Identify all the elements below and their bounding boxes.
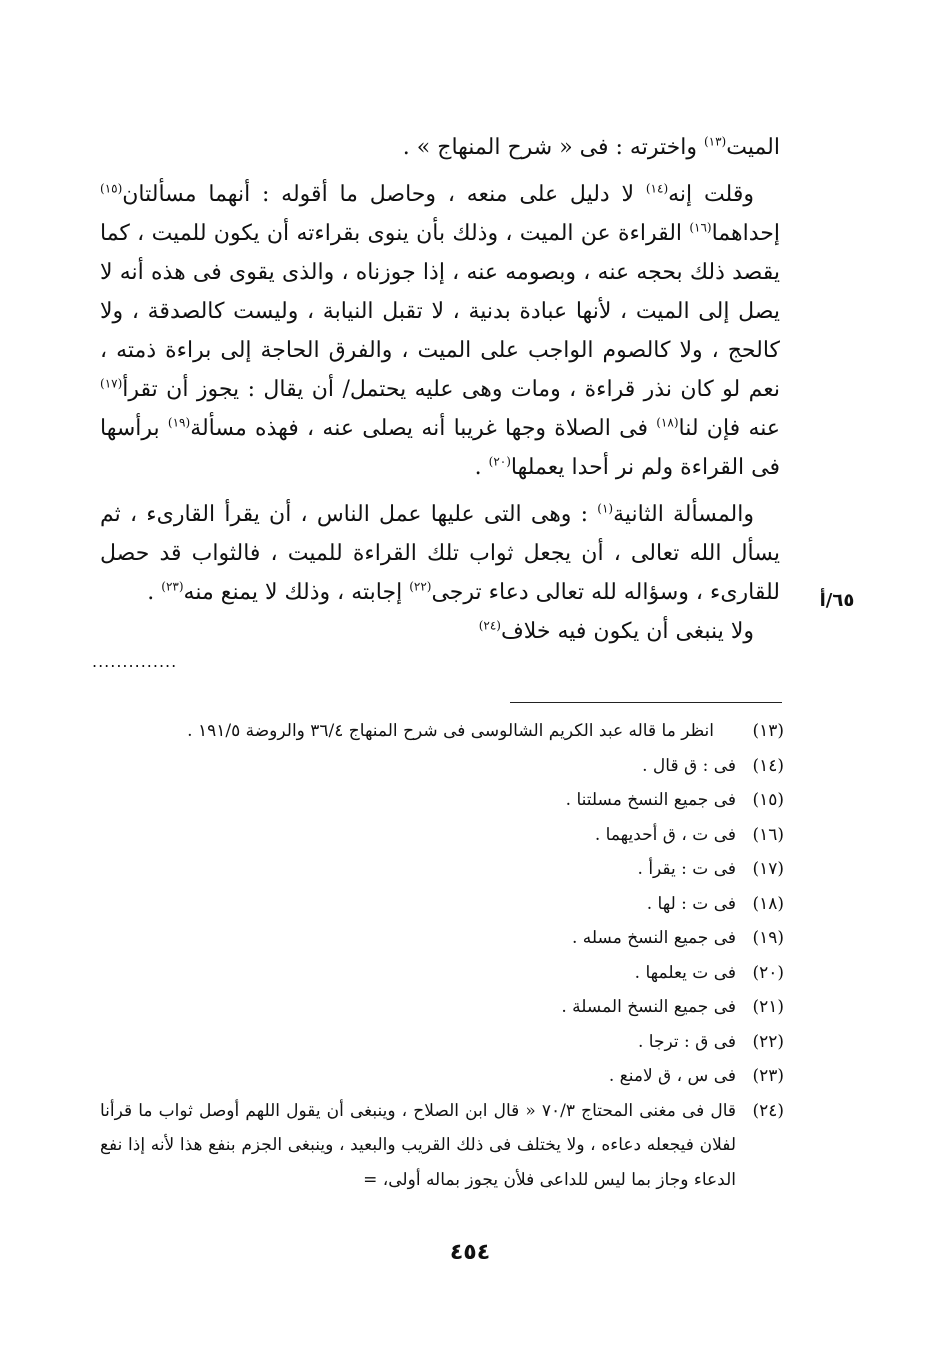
footnote-ref: (٢٢) xyxy=(409,579,432,594)
footnote-text: انظر ما قاله عبد الكريم الشالوسى فى شرح المنهاج ٣٦/٤ والروضة ١٩١/٥ . xyxy=(187,721,714,741)
footnote-text: قال فى مغنى المحتاج ٧٠/٣ « قال ابن الصلاح ، وينبغى أن يقول اللهم أوصل ثواب ما قرأنا لفلان فيجعله دعاءه ، ولا يختلف فى ذلك القريب والبعيد ، وينبغى الجزم بنفع هذا لأنه إذا نفع الدعاء وجاز بما ليس للداعى فلأن يجوز بماله أولى، = xyxy=(100,1100,736,1190)
footnote-ref: (٢٣) xyxy=(161,579,184,594)
footnote-item xyxy=(100,956,784,991)
footnotes-section xyxy=(100,714,784,1197)
dotted-line: .............. xyxy=(92,652,178,671)
footnote-text: فى ق : ترجا . xyxy=(637,1031,736,1052)
footnote-ref: (١٩) xyxy=(167,415,191,430)
footnote-text: فى جميع النسخ المسلة . xyxy=(561,997,736,1017)
paragraph-1 xyxy=(100,128,780,167)
text-run: والمسألة الثانية xyxy=(613,502,755,527)
footnote-number: (١٣) xyxy=(752,721,784,741)
footnote-item xyxy=(100,887,784,922)
text-run: : وهى التى عليها عمل الناس ، أن يقرأ القارىء ، ثم يسأل الله تعالى ، أن يجعل ثواب تلك القراءة للميت ، فالثواب قد حصل للقارىء ، وسؤاله لله تعالى دعاء ترجى xyxy=(100,502,780,605)
footnote-number: (٢٤) xyxy=(752,1100,784,1121)
footnote-number: (١٧) xyxy=(752,859,784,879)
footnote-item xyxy=(100,714,784,749)
footnote-item xyxy=(100,1059,784,1094)
page-number: ٤٥٤ xyxy=(449,1240,491,1265)
footnote-text: فى : ق قال . xyxy=(642,755,736,776)
footnote-ref: (١٤) xyxy=(645,181,669,196)
text-run: وقلت إنه xyxy=(668,182,754,207)
footnote-number: (١٥) xyxy=(752,790,784,810)
footnote-number: (٢٠) xyxy=(752,962,784,983)
footnote-number: (١٦) xyxy=(752,824,784,845)
footnote-number: (٢٢) xyxy=(752,1031,784,1052)
footnote-text: فى ت ، ق أحديهما . xyxy=(594,824,736,845)
paragraph-4 xyxy=(100,612,780,651)
text-run: الميت xyxy=(726,135,780,160)
main-text-body xyxy=(100,128,780,651)
paragraph-3 xyxy=(100,495,780,612)
footnote-ref: (١٥) xyxy=(100,181,123,196)
footnote-text: فى ت : لها . xyxy=(646,893,736,914)
footnote-item xyxy=(100,1025,784,1060)
text-run: . xyxy=(474,455,489,480)
footnote-number: (١٩) xyxy=(752,928,784,948)
footnote-number: (١٨) xyxy=(752,893,784,914)
text-run: لا دليل على منعه ، وحاصل ما أقوله : أنهما مسألتان xyxy=(122,182,646,207)
footnote-item xyxy=(100,749,784,784)
footnote-item xyxy=(100,921,784,956)
footnote-text: فى جميع النسخ مسله . xyxy=(571,928,736,948)
paragraph-2 xyxy=(100,175,780,487)
text-run: إحداهما xyxy=(711,221,780,246)
footnote-item xyxy=(100,990,784,1025)
footnote-text: فى جميع النسخ مسلتنا . xyxy=(565,790,736,810)
footnote-ref: (٢٤) xyxy=(478,618,501,633)
text-run: ولا ينبغى أن يكون فيه خلاف xyxy=(500,619,754,644)
text-run: إجابته ، وذلك لا يمنع منه xyxy=(183,580,410,605)
footnote-number: (١٤) xyxy=(752,755,784,776)
manuscript-folio-marker: ٦٥/أ xyxy=(819,590,855,611)
footnote-text: فى س ، ق لامنع . xyxy=(608,1066,736,1086)
footnote-number: (٢٣) xyxy=(752,1066,784,1086)
footnote-item xyxy=(100,852,784,887)
text-run: واخترته : فى « شرح المنهاج » . xyxy=(402,135,704,160)
footnote-ref: (١) xyxy=(597,501,614,516)
footnote-ref: (١٣) xyxy=(703,134,727,149)
text-run: برأسها فى القراءة ولم نر أحدا يعملها xyxy=(100,416,780,480)
footnote-text: فى ت : يقرأ . xyxy=(637,859,736,879)
footnote-ref: (٢٠) xyxy=(488,454,511,469)
text-run: القراءة عن الميت ، وذلك بأن ينوى بقراءته أن يكون للميت ، كما يقصد ذلك بحجه عنه ، وبصومه عنه ، إذا جوزناه ، والذى يقوى فى هذه أنه لا يصل إلى الميت ، لأنها عبادة بدنية ، لا تقبل النيابة ، وليست كالصدقة ، ولا كالحج ، ولا كالصوم الواجب على الميت ، والفرق الحاجة إلى براءة ذمته ، نعم لو كان نذر قراءة ، ومات وهى عليه يحتمل/ أن يقال : يجوز أن تقرأ xyxy=(100,221,780,402)
footnote-item xyxy=(100,783,784,818)
footnote-ref: (١٦) xyxy=(689,220,712,235)
text-run: . xyxy=(147,580,162,605)
footnote-number: (٢١) xyxy=(752,997,784,1017)
text-run: فى الصلاة وجها غريبا أنه يصلى عنه ، فهذه مسألة xyxy=(190,416,657,441)
text-run: عنه فإن لنا xyxy=(678,416,781,441)
footnote-separator xyxy=(510,702,782,703)
footnote-ref: (١٨) xyxy=(656,415,679,430)
footnote-ref: (١٧) xyxy=(100,376,123,391)
footnote-item xyxy=(100,818,784,853)
footnote-item xyxy=(100,1094,784,1198)
footnote-text: فى ت يعلمها . xyxy=(634,962,736,983)
